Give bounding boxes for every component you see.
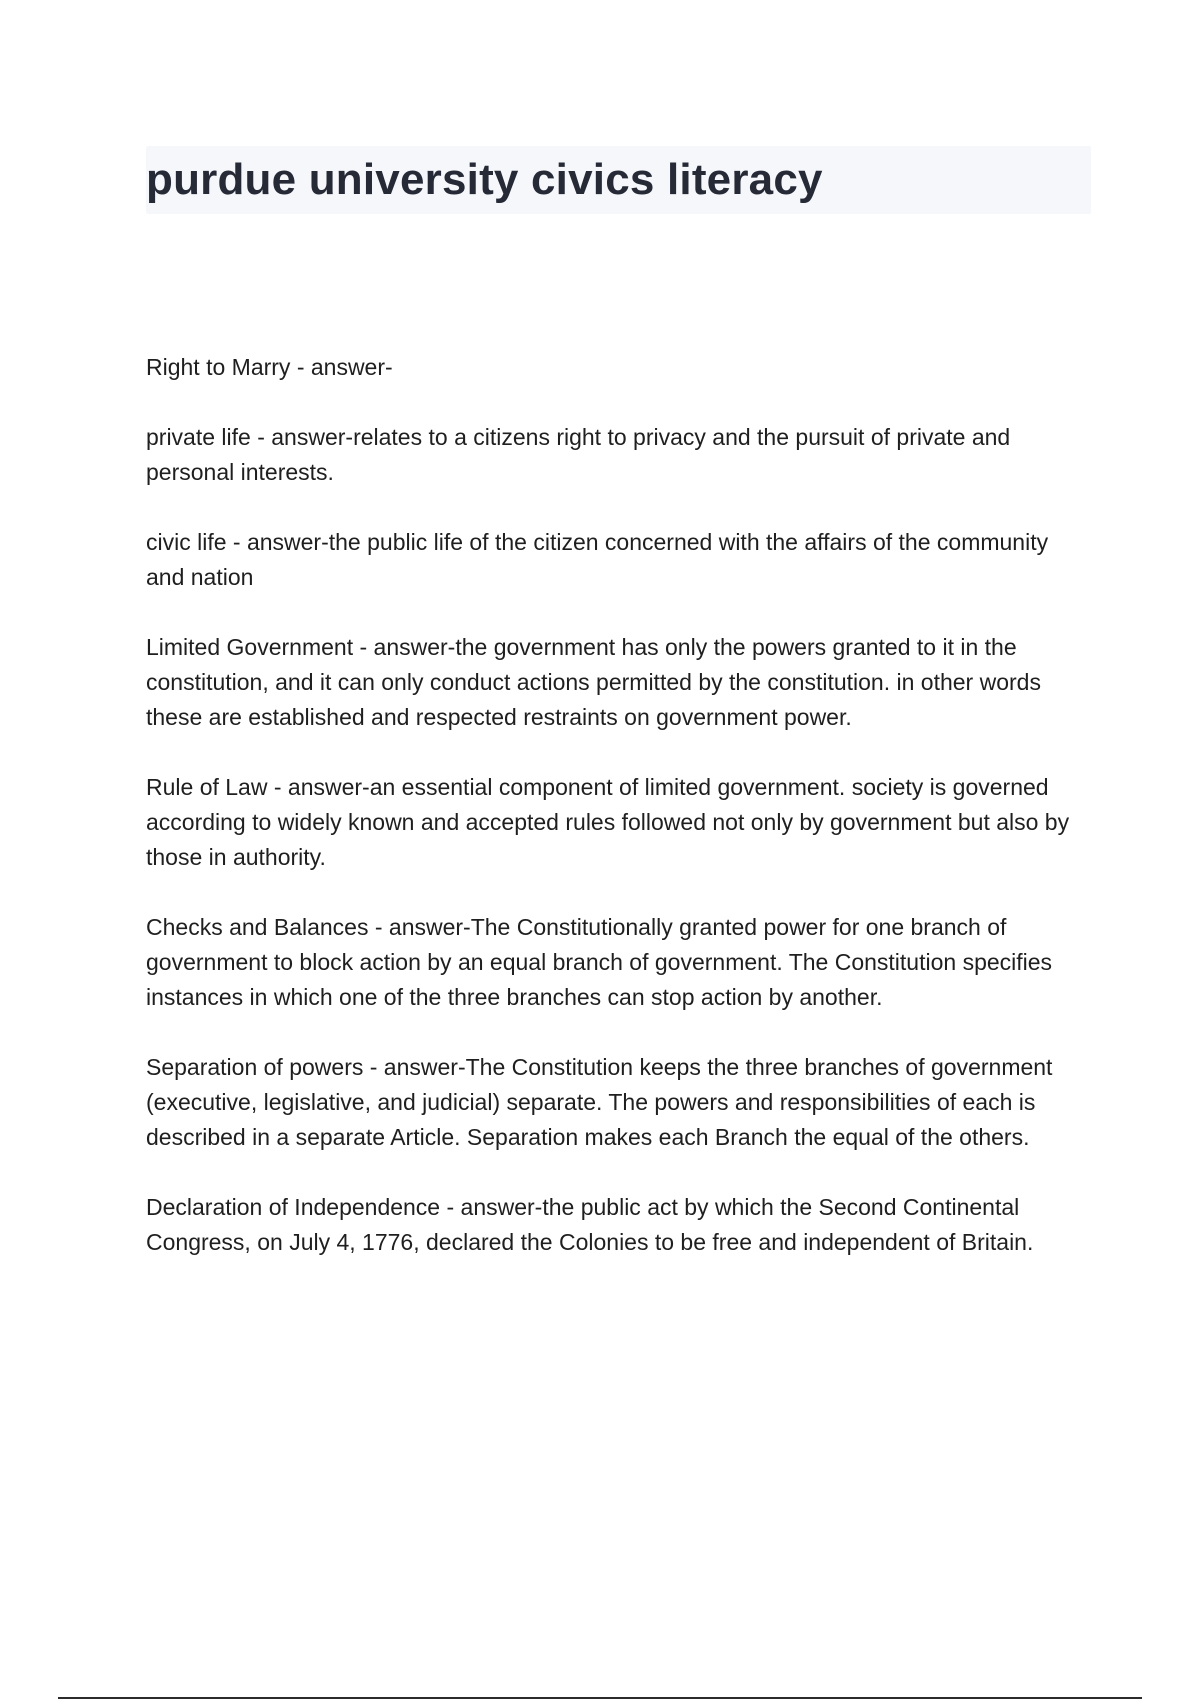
flashcard-entry-private-life: private life - answer-relates to a citizens right to privacy and the pursuit of private and personal interests. (146, 424, 1011, 485)
title-banner (146, 146, 1091, 214)
flashcard-entry-rule-of-law: Rule of Law - answer-an essential component of limited government. society is governed according to widely known and accepted rules followed not only by government but also by those in authority. (146, 774, 1070, 870)
flashcard-entry-separation-of-powers: Separation of powers - answer-The Constitution keeps the three branches of government (executive, legislative, and judicial) separate. The powers and responsibilities of each is described in a separate Article. Separation makes each Branch the equal of the others. (146, 1054, 1053, 1150)
flashcard-list (146, 350, 1091, 1295)
flashcard-entry-civic-life: civic life - answer-the public life of the citizen concerned with the affairs of the community and nation (146, 529, 1049, 590)
flashcard-entry-checks-and-balances: Checks and Balances - answer-The Constitutionally granted power for one branch of government to block action by an equal branch of government. The Constitution specifies instances in which one of the three branches can stop action by another. (146, 914, 1053, 1010)
document-title: purdue university civics literacy (146, 155, 823, 204)
flashcard-entry-declaration-of-independence: Declaration of Independence - answer-the public act by which the Second Continental Congress, on July 4, 1776, declared the Colonies to be free and independent of Britain. (146, 1194, 1034, 1255)
flashcard-entry-limited-government: Limited Government - answer-the government has only the powers granted to it in the constitution, and it can only conduct actions permitted by the constitution. in other words these are established and respected restraints on government power. (146, 634, 1041, 730)
flashcard-entry-right-to-marry: Right to Marry - answer- (146, 354, 393, 380)
page-bottom-divider (58, 1697, 1142, 1699)
